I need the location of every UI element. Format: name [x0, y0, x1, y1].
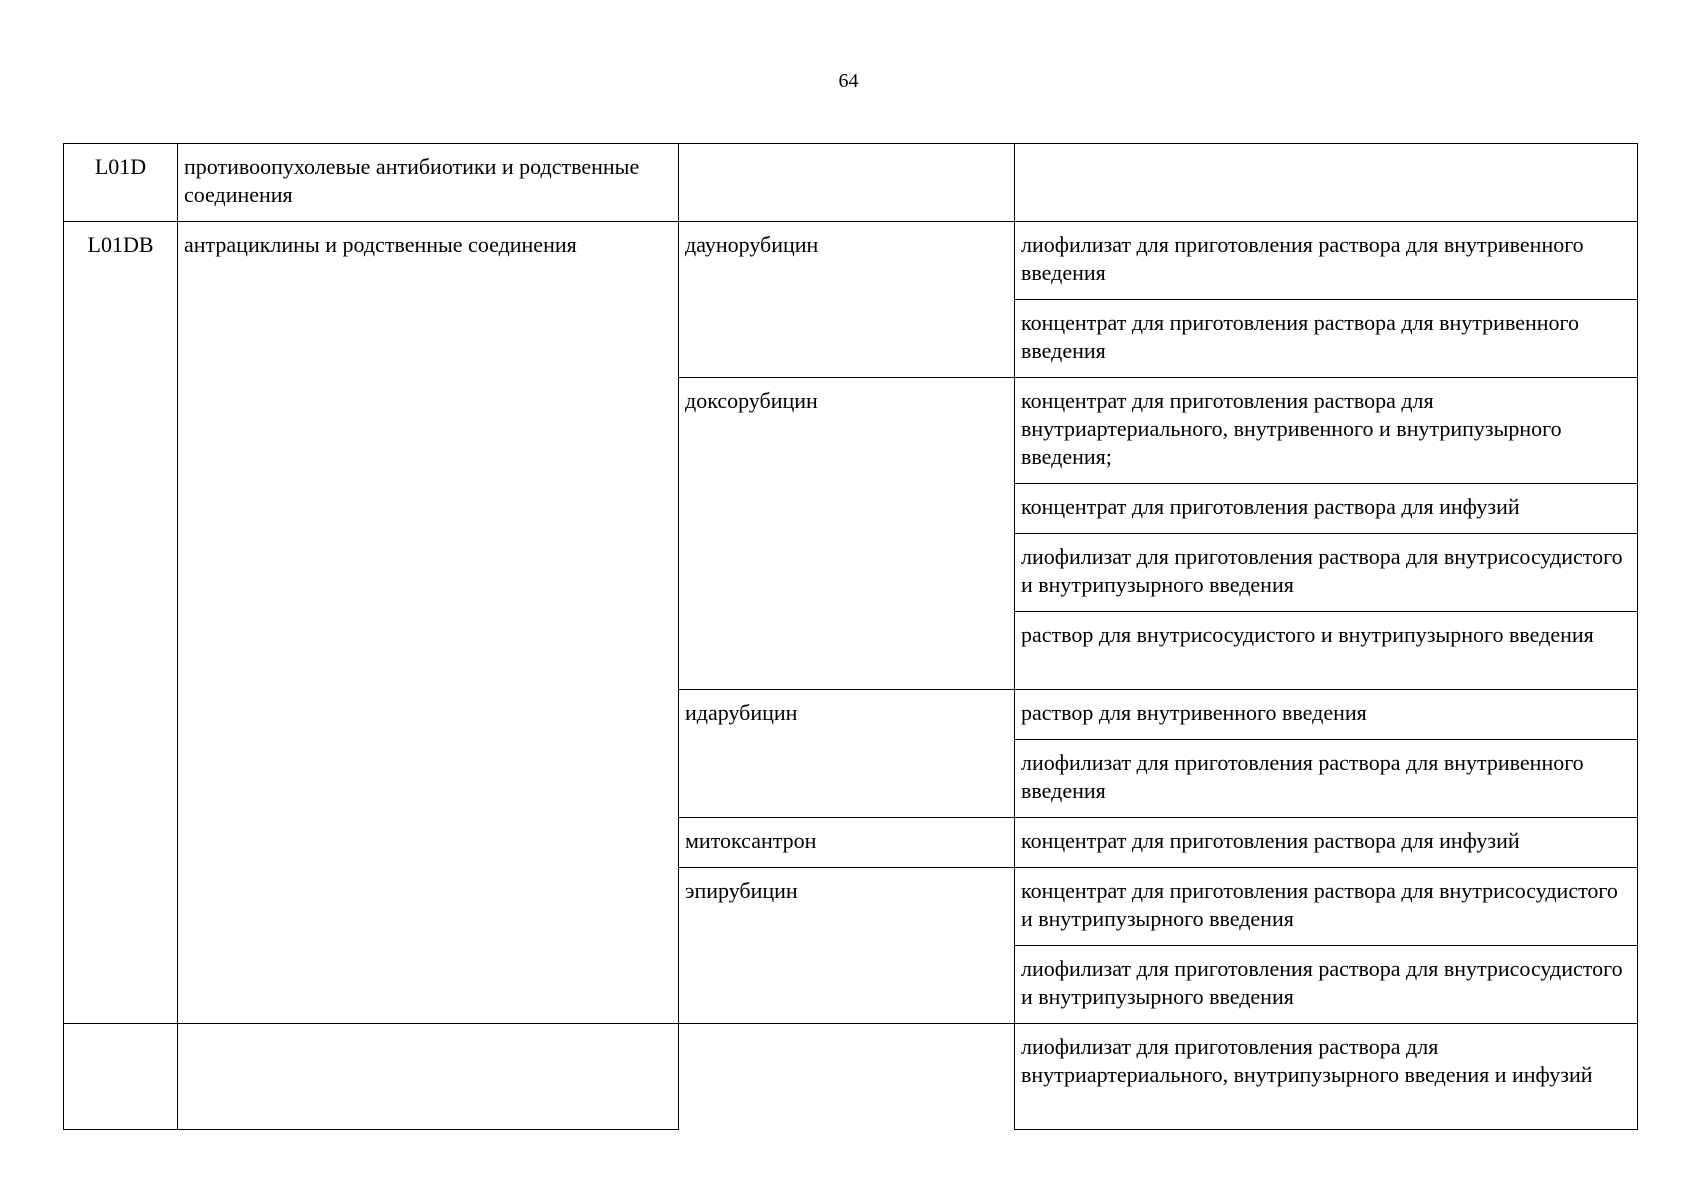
page-number: 64 — [838, 70, 859, 92]
dosage-form-cell: раствор для внутривенного введения — [1015, 690, 1638, 740]
dosage-form-cell: концентрат для приготовления раствора для внутрисосудистого и внутрипузырного введения — [1015, 868, 1638, 946]
dosage-form-cell: лиофилизат для приготовления раствора для внутривенного введения — [1015, 222, 1638, 300]
drug-name-cell: митоксантрон — [679, 818, 1015, 868]
atc-name-cell: противоопухолевые антибиотики и родственные соединения — [178, 144, 679, 222]
dosage-form-cell: лиофилизат для приготовления раствора для внутрисосудистого и внутрипузырного введения — [1015, 534, 1638, 612]
dosage-form-cell: концентрат для приготовления раствора для внутривенного введения — [1015, 300, 1638, 378]
dosage-form-cell: концентрат для приготовления раствора для инфузий — [1015, 484, 1638, 534]
dosage-form-cell: концентрат для приготовления раствора для инфузий — [1015, 818, 1638, 868]
dosage-form-cell: концентрат для приготовления раствора для внутриартериального, внутривенного и внутрипузырного введения; — [1015, 378, 1638, 484]
empty-code-cell — [64, 1024, 178, 1130]
drug-name-cell: идарубицин — [679, 690, 1015, 818]
dosage-form-cell: лиофилизат для приготовления раствора для внутривенного введения — [1015, 740, 1638, 818]
atc-code-cell: L01D — [64, 144, 178, 222]
atc-code-cell: L01DB — [64, 222, 178, 1024]
dosage-form-cell: лиофилизат для приготовления раствора для внутриартериального, внутрипузырного введения и инфузий — [1015, 1024, 1638, 1130]
drug-table — [63, 143, 1638, 1130]
dosage-form-cell: раствор для внутрисосудистого и внутрипузырного введения — [1015, 612, 1638, 690]
table-row — [64, 222, 1638, 300]
dosage-form-cell: лиофилизат для приготовления раствора для внутрисосудистого и внутрипузырного введения — [1015, 946, 1638, 1024]
table-row — [64, 144, 1638, 222]
drug-name-cell: даунорубицин — [679, 222, 1015, 378]
empty-name-cell — [178, 1024, 679, 1130]
drug-name-cell: доксорубицин — [679, 378, 1015, 690]
atc-name-cell: антрациклины и родственные соединения — [178, 222, 679, 1024]
drug-name-cell: эпирубицин — [679, 868, 1015, 1024]
drug-name-cell — [679, 144, 1015, 222]
dosage-form-cell — [1015, 144, 1638, 222]
